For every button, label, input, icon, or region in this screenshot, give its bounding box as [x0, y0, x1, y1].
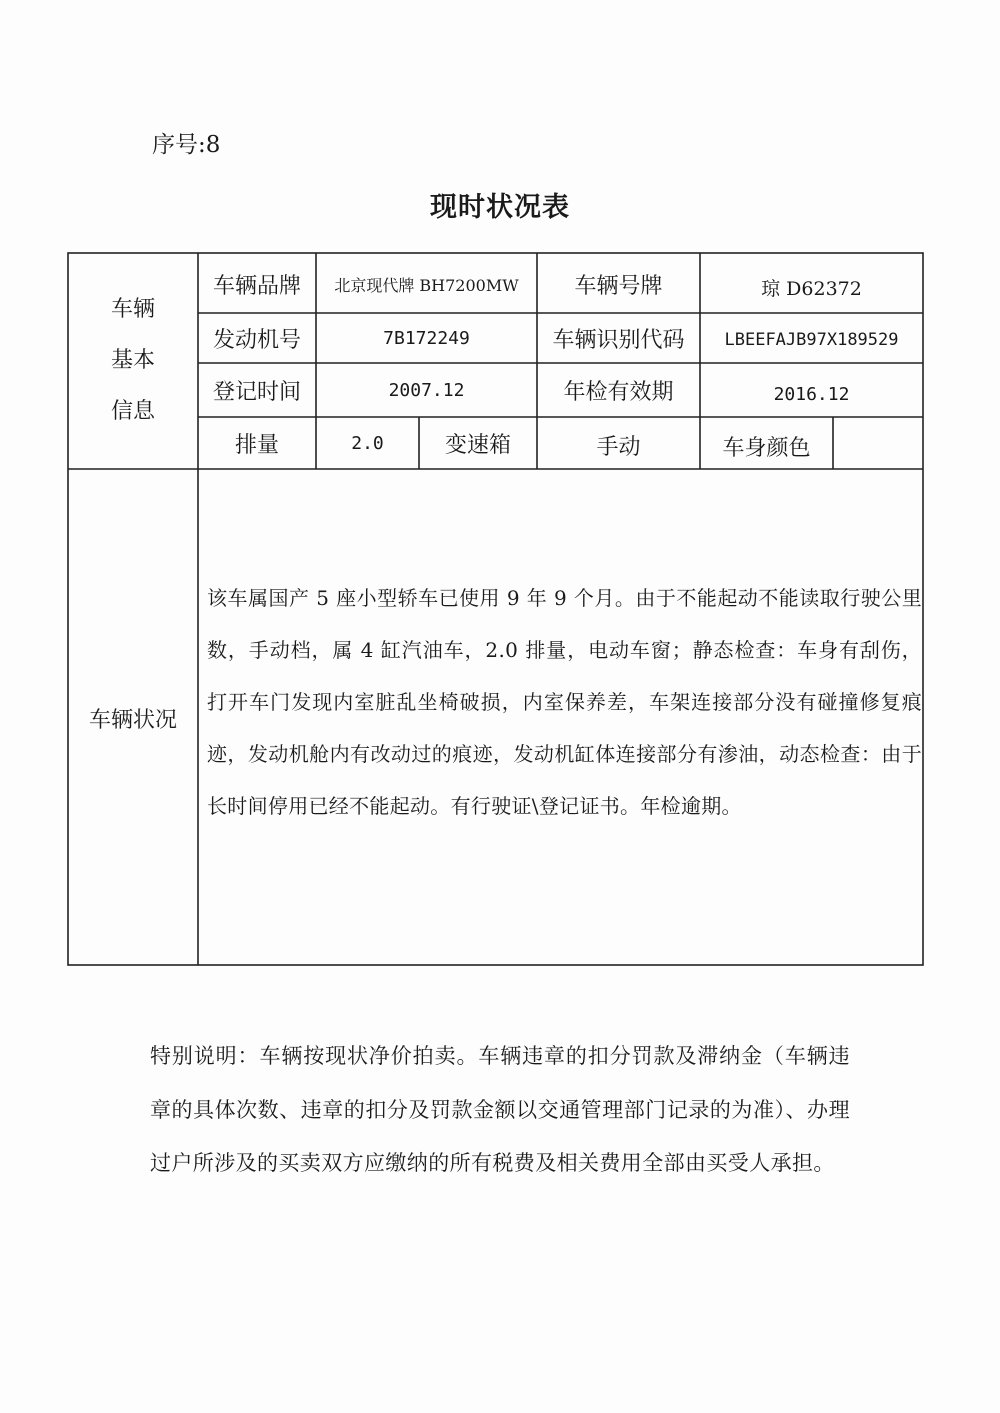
- gearbox-label: 变速箱: [444, 432, 511, 458]
- section-label-line-2: 基本: [110, 347, 155, 373]
- section-label-line-1: 车辆: [110, 296, 155, 322]
- section-label-line-3: 信息: [110, 398, 155, 424]
- plate-value: 琼 D62372: [761, 277, 862, 300]
- displacement-label: 排量: [234, 432, 279, 458]
- plate-label: 车辆号牌: [574, 273, 663, 299]
- special-note: 特别说明：车辆按现状净价拍卖。车辆违章的扣分罚款及滞纳金（车辆违章的具体次数、违章的扣分及罚款金额以交通管理部门记录的为准）、办理过户所涉及的买卖双方应缴纳的所有税费及相关费用全部由买受人承担。: [150, 1044, 850, 1175]
- body-color-label: 车身颜色: [722, 435, 811, 461]
- gearbox-value: 手动: [596, 434, 641, 460]
- page-title: 现时状况表: [430, 192, 570, 223]
- vehicle-info-section-label: [68, 280, 198, 440]
- serial-number: 序号:8: [152, 132, 221, 158]
- brand-value: 北京现代牌 BH7200MW: [334, 275, 519, 295]
- brand-label: 车辆品牌: [212, 273, 301, 299]
- body-color-value: [833, 417, 923, 469]
- inspection-value: 2016.12: [773, 383, 850, 405]
- engine-label: 发动机号: [212, 327, 301, 353]
- inspection-label: 年检有效期: [563, 379, 674, 405]
- vin-value: LBEEFAJB97X189529: [724, 330, 899, 350]
- vin-label: 车辆识别代码: [552, 327, 685, 353]
- condition-description: 该车属国产 5 座小型轿车已使用 9 年 9 个月。由于不能起动不能读取行驶公里数，手动档，属 4 缸汽油车，2.0 排量，电动车窗；静态检查：车身有刮伤，打开车门发现内室脏乱坐椅破损，内室保养差，车架连接部分没有碰撞修复痕迹，发动机舱内有改动过的痕迹，发动机缸体连接部分有渗油，动态检查：由于长时间停用已经不能起动。有行驶证\登记证书。年检逾期。: [207, 586, 922, 818]
- registration-value: 2007.12: [388, 379, 465, 401]
- registration-label: 登记时间: [212, 379, 301, 405]
- displacement-value: 2.0: [351, 432, 384, 454]
- condition-label: 车辆状况: [88, 707, 177, 733]
- engine-value: 7B172249: [383, 327, 470, 349]
